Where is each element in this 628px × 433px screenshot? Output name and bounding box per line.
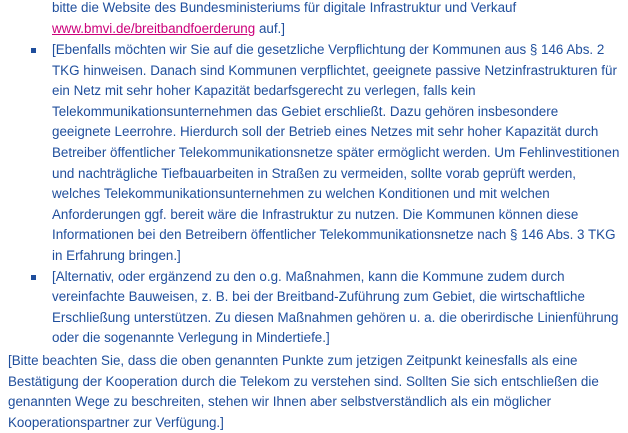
bullet-item-bauweisen [0,267,620,349]
square-bullet-icon [31,48,36,53]
continuation-paragraph [52,0,624,39]
bullet-text: [Alternativ, oder ergänzend zu den o.g. Maßnahmen, kann die Kommune zudem durch vereinfachte Bauweisen, z. B. bei der Breitband-Zuführung zum Gebiet, die wirtschaftliche Erschließung unterstützen. Zu diesen Maßnahmen gehören u. a. die oberirdische Linienführung oder die sogenannte Verlegung in Mindertiefe.] [52,268,619,346]
bullet-text: [Ebenfalls möchten wir Sie auf die gesetzliche Verpflichtung der Kommunen aus § 146 Abs. 2 TKG hinweisen. Danach sind Kommunen verpflichtet, geeignete passive Netzinfrastrukturen für ein Netz mit sehr hoher Kapazität bedarfsgerecht zu verlegen, falls kein Telekommunikationsunternehmen das Gebiet erschließt. Dazu gehören insbesondere geeignete Leerrohre. Hierdurch soll der Betrieb eines Netzes mit sehr hoher Kapazität durch Betreiber öffentlicher Telekommunikationsnetze später ermöglicht werden. Um Fehlinvestitionen und nachträgliche Tiefbauarbeiten in Straßen zu vermeiden, sollte vorab geprüft werden, welches Telekommunikationsunternehmen zu welchen Konditionen und mit welchen Anforderungen ggf. bereit wäre die Infrastruktur zu nutzen. Die Kommunen können diese Informationen bei den Betreibern öffentlicher Telekommunikationsnetze nach § 146 Abs. 3 TKG in Erfahrung bringen.] [52,42,620,263]
bullet-list [0,40,628,349]
closing-note-paragraph: [Bitte beachten Sie, dass die oben genannten Punkte zum jetzigen Zeitpunkt keinesfalls als eine Bestätigung der Kooperation durch die Telekom zu verstehen sind. Sollten Sie sich entschließen die genannten Wege zu beschreiten, stehen wir Ihnen aber selbstverständlich als ein möglicher Kooperationspartner zur Verfügung.] [8,353,599,430]
square-bullet-icon [31,275,36,280]
continuation-text: bitte die Website des Bundesministeriums für digitale Infrastruktur und Verkauf [52,0,517,15]
bmvi-breitbandfoerderung-link[interactable]: www.bmvi.de/breitbandfoerderung [52,20,256,36]
bullet-item-leerrohre [0,40,620,267]
continuation-text-end: auf.] [255,20,285,36]
